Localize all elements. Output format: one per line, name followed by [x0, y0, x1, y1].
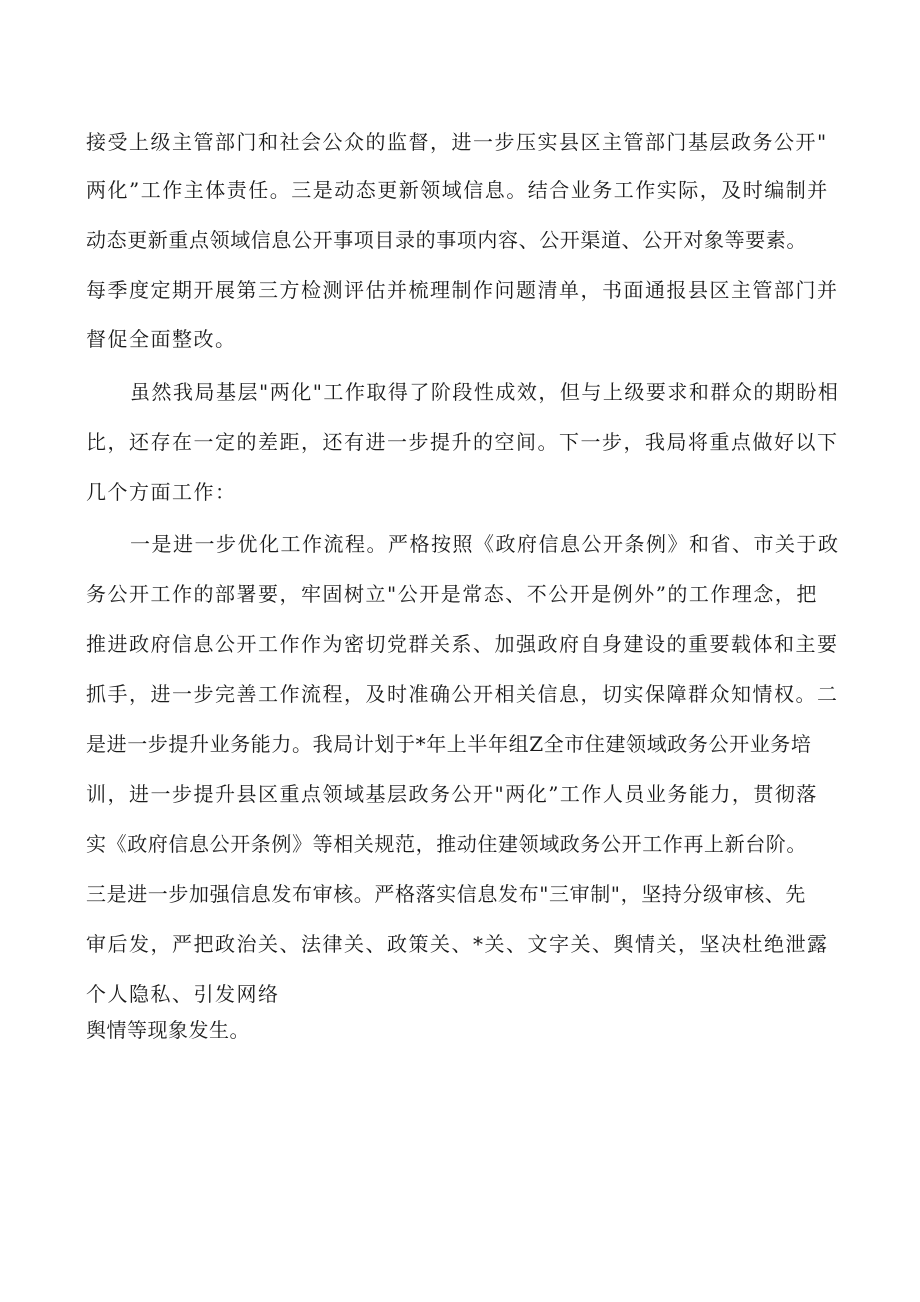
text-line: 几个方面工作：	[86, 480, 237, 504]
text-line: 实《政府信息公开条例》等相关规范，推动住建领域政务公开工作再上新台阶。	[86, 832, 807, 856]
text-line: 训，进一步提升县区重点领域基层政务公开"两化”工作人员业务能力，贯彻落	[86, 782, 818, 806]
text-line: 虽然我局基层"两化"工作取得了阶段性成效，但与上级要求和群众的期盼相	[130, 380, 840, 404]
text-line: 抓手，进一步完善工作流程，及时准确公开相关信息，切实保障群众知情权。二	[86, 682, 839, 706]
text-line: 务公开工作的部署要，牢固树立"公开是常态、不公开是例外”的工作理念，把	[86, 582, 818, 606]
text-line: 三是进一步加强信息发布审核。严格落实信息发布"三审制"，坚持分级审核、先	[86, 882, 806, 906]
text-line: 督促全面整改。	[86, 327, 237, 351]
text-line: 比，还存在一定的差距，还有进一步提升的空间。下一步，我局将重点做好以下	[86, 430, 839, 454]
text-line: 两化”工作主体责任。三是动态更新领域信息。结合业务工作实际，及时编制并	[86, 178, 829, 202]
text-line: 一是进一步优化工作流程。严格按照《政府信息公开条例》和省、市关于政	[130, 532, 840, 556]
text-line: 个人隐私、引发网络	[86, 982, 280, 1006]
text-line: 接受上级主管部门和社会公众的监督，进一步压实县区主管部门基层政务公开"	[86, 130, 828, 154]
text-line: 舆情等现象发生。	[86, 1018, 250, 1042]
text-line: 动态更新重点领域信息公开事项目录的事项内容、公开渠道、公开对象等要素。	[86, 228, 807, 252]
text-line: 每季度定期开展第三方检测评估并梳理制作问题清单，书面通报县区主管部门并	[86, 278, 839, 302]
text-line: 推进政府信息公开工作作为密切党群关系、加强政府自身建设的重要载体和主要	[86, 632, 839, 656]
text-line: 是进一步提升业务能力。我局计划于*年上半年组Z全市住建领域政务公开业务培	[86, 732, 812, 756]
text-line: 审后发，严把政治关、法律关、政策关、*关、文字关、舆情关，坚决杜绝泄露	[86, 932, 829, 956]
